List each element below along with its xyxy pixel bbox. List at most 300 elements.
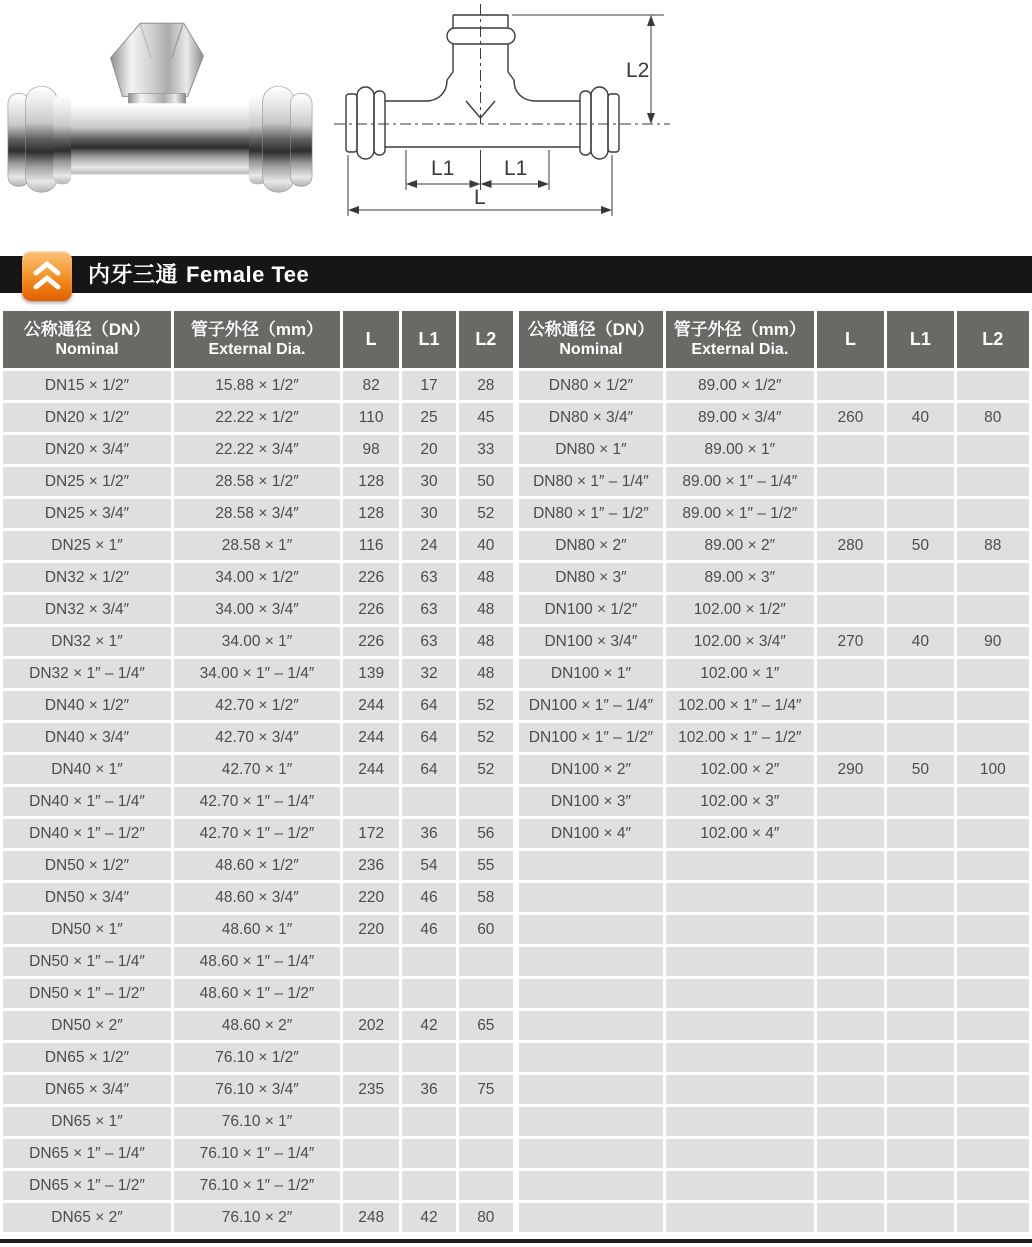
table-row [519, 691, 1029, 720]
nominal-cell: DN80 × 1/2″ [519, 371, 663, 400]
table-row [519, 1139, 1029, 1168]
table-row [3, 403, 513, 432]
l-cell [343, 979, 399, 1008]
l-cell: 226 [343, 563, 399, 592]
external-dia-cell [666, 1107, 814, 1136]
nominal-cell: DN40 × 1″ – 1/2″ [3, 819, 171, 848]
external-dia-cell: 89.00 × 3/4″ [666, 403, 814, 432]
external-dia-cell: 42.70 × 1″ – 1/2″ [174, 819, 340, 848]
external-dia-cell: 76.10 × 1″ [174, 1107, 340, 1136]
l2-cell [957, 1171, 1029, 1200]
nominal-cell: DN25 × 3/4″ [3, 499, 171, 528]
nominal-cell: DN80 × 1″ – 1/4″ [519, 467, 663, 496]
l2-cell [957, 371, 1029, 400]
table-row [519, 787, 1029, 816]
dimension-diagram [326, 0, 678, 232]
table-row [3, 1171, 513, 1200]
l2-cell [957, 723, 1029, 752]
l2-cell [957, 691, 1029, 720]
l1-cell [887, 1107, 953, 1136]
nominal-cell: DN20 × 3/4″ [3, 435, 171, 464]
l1-column-header: L1 [887, 311, 953, 368]
table-row [3, 915, 513, 944]
l1-cell: 42 [402, 1011, 455, 1040]
l-cell [817, 1107, 884, 1136]
nominal-cell: DN40 × 1″ – 1/4″ [3, 787, 171, 816]
l-cell: 226 [343, 627, 399, 656]
l-cell: 139 [343, 659, 399, 688]
external-dia-cell [666, 1139, 814, 1168]
table-row [3, 979, 513, 1008]
l1-cell [402, 1139, 455, 1168]
l1-cell: 63 [402, 627, 455, 656]
l-cell [817, 1203, 884, 1232]
l-cell: 270 [817, 627, 884, 656]
l2-cell [957, 467, 1029, 496]
l1-cell: 20 [402, 435, 455, 464]
external-dia-cell: 102.00 × 3/4″ [666, 627, 814, 656]
external-dia-cell: 42.70 × 3/4″ [174, 723, 340, 752]
external-dia-cell: 48.60 × 3/4″ [174, 883, 340, 912]
l1-cell: 46 [402, 915, 455, 944]
nominal-cell: DN50 × 2″ [3, 1011, 171, 1040]
nominal-cell [519, 1139, 663, 1168]
table-row [3, 723, 513, 752]
table-row [519, 723, 1029, 752]
l-cell: 226 [343, 595, 399, 624]
nominal-cell: DN32 × 3/4″ [3, 595, 171, 624]
nominal-cell: DN100 × 1/2″ [519, 595, 663, 624]
nominal-cell: DN32 × 1″ – 1/4″ [3, 659, 171, 688]
l1-cell: 63 [402, 563, 455, 592]
nominal-cell [519, 1011, 663, 1040]
table-row [3, 435, 513, 464]
table-row [3, 1043, 513, 1072]
l1-cell: 30 [402, 467, 455, 496]
external-dia-cell: 102.00 × 1″ – 1/2″ [666, 723, 814, 752]
nominal-cell: DN40 × 1/2″ [3, 691, 171, 720]
external-dia-cell: 102.00 × 3″ [666, 787, 814, 816]
table-row [3, 691, 513, 720]
l2-cell: 100 [957, 755, 1029, 784]
page-bottom-rule [0, 1239, 1032, 1243]
external-dia-cell: 102.00 × 1/2″ [666, 595, 814, 624]
table-row [519, 979, 1029, 1008]
l-cell [817, 787, 884, 816]
external-dia-cell [666, 1171, 814, 1200]
l2-cell [957, 819, 1029, 848]
nominal-cell: DN25 × 1/2″ [3, 467, 171, 496]
table-row [3, 1011, 513, 1040]
l-cell [817, 467, 884, 496]
l2-cell: 48 [459, 659, 513, 688]
l1-cell [887, 787, 953, 816]
nominal-cell: DN50 × 1″ – 1/2″ [3, 979, 171, 1008]
nominal-cell: DN80 × 3/4″ [519, 403, 663, 432]
l2-cell [957, 1011, 1029, 1040]
page-title-chinese: 内牙三通 [88, 262, 179, 287]
nominal-cell: DN80 × 2″ [519, 531, 663, 560]
l1-cell: 25 [402, 403, 455, 432]
external-dia-cell: 48.60 × 1″ – 1/2″ [174, 979, 340, 1008]
l-column-header: L [343, 311, 399, 368]
external-dia-cell: 34.00 × 1″ – 1/4″ [174, 659, 340, 688]
l-cell [817, 691, 884, 720]
l-cell: 235 [343, 1075, 399, 1104]
table-row [3, 787, 513, 816]
l-cell [817, 979, 884, 1008]
l1-cell [887, 1139, 953, 1168]
nominal-cell [519, 1107, 663, 1136]
nominal-cell: DN100 × 2″ [519, 755, 663, 784]
l-cell: 110 [343, 403, 399, 432]
l-cell: 244 [343, 755, 399, 784]
table-row [3, 1139, 513, 1168]
dimension-table-left [0, 308, 516, 1235]
table-row [519, 371, 1029, 400]
nominal-cell [519, 851, 663, 880]
external-dia-cell: 34.00 × 1″ [174, 627, 340, 656]
table-row [519, 435, 1029, 464]
l2-cell: 80 [459, 1203, 513, 1232]
l-cell: 82 [343, 371, 399, 400]
l-cell [817, 883, 884, 912]
table-row [519, 819, 1029, 848]
external-dia-cell [666, 915, 814, 944]
external-dia-cell [666, 1075, 814, 1104]
l2-cell [957, 435, 1029, 464]
dim-label-l2: L2 [626, 59, 650, 82]
l1-cell [402, 1043, 455, 1072]
nominal-cell: DN65 × 2″ [3, 1203, 171, 1232]
table-row [519, 499, 1029, 528]
l1-cell: 64 [402, 723, 455, 752]
external-dia-cell: 22.22 × 3/4″ [174, 435, 340, 464]
external-dia-cell: 102.00 × 1″ – 1/4″ [666, 691, 814, 720]
nominal-cell [519, 947, 663, 976]
nominal-cell [519, 1171, 663, 1200]
l1-cell: 63 [402, 595, 455, 624]
chevron-double-up-icon [22, 251, 72, 301]
l1-cell [402, 787, 455, 816]
dim-label-l1-right: L1 [504, 157, 528, 180]
l-cell [817, 1171, 884, 1200]
table-row [3, 659, 513, 688]
l2-cell: 56 [459, 819, 513, 848]
nominal-cell: DN100 × 1″ – 1/4″ [519, 691, 663, 720]
dim-label-l: L [474, 186, 486, 209]
table-row [519, 563, 1029, 592]
l2-cell: 50 [459, 467, 513, 496]
external-dia-cell: 34.00 × 1/2″ [174, 563, 340, 592]
l1-cell: 17 [402, 371, 455, 400]
table-row [519, 659, 1029, 688]
nominal-cell: DN65 × 1″ [3, 1107, 171, 1136]
l1-cell [402, 1171, 455, 1200]
external-dia-cell: 15.88 × 1/2″ [174, 371, 340, 400]
nominal-column-header: 公称通径（DN） Nominal [519, 311, 663, 368]
l-cell [817, 915, 884, 944]
tube-body [59, 103, 260, 174]
nominal-cell: DN100 × 1″ – 1/2″ [519, 723, 663, 752]
nominal-cell [519, 1043, 663, 1072]
l1-cell [887, 723, 953, 752]
l2-cell [957, 1139, 1029, 1168]
external-dia-cell: 42.70 × 1″ – 1/4″ [174, 787, 340, 816]
external-dia-cell [666, 851, 814, 880]
dim-label-l1-left: L1 [431, 157, 455, 180]
section-title-bar [0, 256, 1032, 293]
external-dia-cell: 48.60 × 1″ – 1/4″ [174, 947, 340, 976]
l1-cell: 50 [887, 755, 953, 784]
nominal-cell: DN50 × 1″ – 1/4″ [3, 947, 171, 976]
l2-cell [459, 1043, 513, 1072]
nominal-cell: DN25 × 1″ [3, 531, 171, 560]
l1-cell [887, 883, 953, 912]
table-row [519, 755, 1029, 784]
l-cell: 220 [343, 883, 399, 912]
table-row [3, 883, 513, 912]
table-row [3, 1107, 513, 1136]
external-dia-cell: 89.00 × 1″ [666, 435, 814, 464]
nominal-cell: DN15 × 1/2″ [3, 371, 171, 400]
table-row [519, 1043, 1029, 1072]
l-cell: 128 [343, 499, 399, 528]
l1-cell [887, 979, 953, 1008]
l2-cell: 65 [459, 1011, 513, 1040]
l2-column-header: L2 [459, 311, 513, 368]
l1-cell [887, 563, 953, 592]
l2-cell [957, 947, 1029, 976]
l2-cell: 52 [459, 755, 513, 784]
l1-cell [402, 1107, 455, 1136]
l2-cell: 33 [459, 435, 513, 464]
l2-cell [459, 1107, 513, 1136]
l1-cell [887, 1043, 953, 1072]
dimension-tables [0, 308, 1032, 1235]
nominal-cell [519, 883, 663, 912]
table-row [519, 1011, 1029, 1040]
l-cell [817, 1043, 884, 1072]
external-dia-cell: 48.60 × 1″ [174, 915, 340, 944]
nominal-cell: DN65 × 1″ – 1/2″ [3, 1171, 171, 1200]
external-dia-cell: 28.58 × 1″ [174, 531, 340, 560]
l1-cell [887, 595, 953, 624]
external-dia-column-header: 管子外径（mm） External Dia. [174, 311, 340, 368]
external-dia-cell: 102.00 × 2″ [666, 755, 814, 784]
l2-cell: 60 [459, 915, 513, 944]
external-dia-cell: 76.10 × 1/2″ [174, 1043, 340, 1072]
l1-cell [887, 915, 953, 944]
nominal-cell: DN100 × 4″ [519, 819, 663, 848]
external-dia-cell: 42.70 × 1/2″ [174, 691, 340, 720]
l1-cell [887, 947, 953, 976]
table-row [3, 947, 513, 976]
l-cell [817, 1011, 884, 1040]
l1-cell: 40 [887, 627, 953, 656]
table-row [519, 851, 1029, 880]
l2-cell [957, 1203, 1029, 1232]
external-dia-cell: 76.10 × 2″ [174, 1203, 340, 1232]
l2-cell [957, 1107, 1029, 1136]
l2-cell [957, 563, 1029, 592]
nominal-cell: DN65 × 1″ – 1/4″ [3, 1139, 171, 1168]
external-dia-cell [666, 1203, 814, 1232]
table-row [519, 915, 1029, 944]
l-cell: 244 [343, 691, 399, 720]
table-row [3, 499, 513, 528]
l1-column-header: L1 [402, 311, 455, 368]
l2-cell [957, 659, 1029, 688]
l2-cell [957, 1043, 1029, 1072]
l1-cell: 64 [402, 755, 455, 784]
l-cell [817, 563, 884, 592]
external-dia-cell: 22.22 × 1/2″ [174, 403, 340, 432]
table-row [3, 467, 513, 496]
external-dia-cell: 76.10 × 3/4″ [174, 1075, 340, 1104]
l2-cell: 58 [459, 883, 513, 912]
nominal-cell: DN32 × 1/2″ [3, 563, 171, 592]
table-row [3, 819, 513, 848]
l2-cell [957, 915, 1029, 944]
table-row [3, 595, 513, 624]
l-cell [343, 1043, 399, 1072]
l2-cell [957, 851, 1029, 880]
l-cell [343, 947, 399, 976]
table-row [519, 947, 1029, 976]
table-row [3, 627, 513, 656]
nominal-cell: DN65 × 3/4″ [3, 1075, 171, 1104]
l2-cell [459, 1139, 513, 1168]
table-row [519, 1107, 1029, 1136]
nominal-cell: DN50 × 1/2″ [3, 851, 171, 880]
l1-cell: 24 [402, 531, 455, 560]
l-cell: 236 [343, 851, 399, 880]
l-cell [817, 1075, 884, 1104]
external-dia-cell: 102.00 × 4″ [666, 819, 814, 848]
l-cell: 172 [343, 819, 399, 848]
l1-cell [887, 1203, 953, 1232]
external-dia-cell [666, 883, 814, 912]
l1-cell [887, 691, 953, 720]
l2-cell: 28 [459, 371, 513, 400]
table-row [3, 755, 513, 784]
table-row [519, 883, 1029, 912]
external-dia-cell [666, 1043, 814, 1072]
l-cell: 202 [343, 1011, 399, 1040]
l2-cell [957, 979, 1029, 1008]
external-dia-column-header: 管子外径（mm） External Dia. [666, 311, 814, 368]
table-row [519, 531, 1029, 560]
l2-cell: 88 [957, 531, 1029, 560]
l-cell: 280 [817, 531, 884, 560]
l1-cell: 40 [887, 403, 953, 432]
l2-cell: 75 [459, 1075, 513, 1104]
external-dia-cell: 89.00 × 3″ [666, 563, 814, 592]
l-cell: 248 [343, 1203, 399, 1232]
l1-cell [402, 947, 455, 976]
nominal-cell: DN40 × 1″ [3, 755, 171, 784]
dimension-table-right [516, 308, 1032, 1235]
l1-cell: 36 [402, 1075, 455, 1104]
nominal-cell: DN80 × 3″ [519, 563, 663, 592]
l2-cell: 48 [459, 627, 513, 656]
l-cell [817, 851, 884, 880]
table-row [3, 531, 513, 560]
l1-cell: 64 [402, 691, 455, 720]
l1-cell: 36 [402, 819, 455, 848]
l2-cell [957, 499, 1029, 528]
l2-cell: 55 [459, 851, 513, 880]
external-dia-cell: 48.60 × 2″ [174, 1011, 340, 1040]
l2-cell [459, 1171, 513, 1200]
l2-cell: 80 [957, 403, 1029, 432]
l2-cell: 40 [459, 531, 513, 560]
l2-cell: 48 [459, 563, 513, 592]
l-cell [343, 787, 399, 816]
external-dia-cell [666, 1011, 814, 1040]
l-column-header: L [817, 311, 884, 368]
nominal-cell: DN80 × 1″ [519, 435, 663, 464]
nominal-column-header: 公称通径（DN） Nominal [3, 311, 171, 368]
l2-cell: 52 [459, 499, 513, 528]
l1-cell [887, 851, 953, 880]
l1-cell: 32 [402, 659, 455, 688]
l-cell [817, 499, 884, 528]
l1-cell: 46 [402, 883, 455, 912]
product-photo [2, 6, 318, 244]
l-cell: 220 [343, 915, 399, 944]
l1-cell: 30 [402, 499, 455, 528]
external-dia-cell: 28.58 × 1/2″ [174, 467, 340, 496]
nominal-cell [519, 915, 663, 944]
nominal-cell: DN40 × 3/4″ [3, 723, 171, 752]
l1-cell [887, 1075, 953, 1104]
l1-cell [887, 659, 953, 688]
nominal-cell: DN65 × 1/2″ [3, 1043, 171, 1072]
external-dia-cell: 28.58 × 3/4″ [174, 499, 340, 528]
table-row [519, 1203, 1029, 1232]
external-dia-cell: 76.10 × 1″ – 1/4″ [174, 1139, 340, 1168]
table-row [519, 467, 1029, 496]
nominal-cell: DN32 × 1″ [3, 627, 171, 656]
external-dia-cell: 34.00 × 3/4″ [174, 595, 340, 624]
l-cell: 116 [343, 531, 399, 560]
table-row [519, 1075, 1029, 1104]
table-row [519, 1171, 1029, 1200]
l1-cell [887, 1171, 953, 1200]
external-dia-cell: 48.60 × 1/2″ [174, 851, 340, 880]
l-cell [817, 723, 884, 752]
external-dia-cell: 89.00 × 1/2″ [666, 371, 814, 400]
nominal-cell [519, 1203, 663, 1232]
l-cell [817, 947, 884, 976]
external-dia-cell: 102.00 × 1″ [666, 659, 814, 688]
nominal-cell: DN80 × 1″ – 1/2″ [519, 499, 663, 528]
external-dia-cell: 89.00 × 1″ – 1/2″ [666, 499, 814, 528]
table-row [519, 627, 1029, 656]
nominal-cell: DN50 × 1″ [3, 915, 171, 944]
l2-cell: 45 [459, 403, 513, 432]
l-cell: 128 [343, 467, 399, 496]
l-cell [343, 1139, 399, 1168]
l2-cell [459, 787, 513, 816]
external-dia-cell [666, 979, 814, 1008]
table-row [3, 851, 513, 880]
l1-cell [887, 435, 953, 464]
nominal-cell [519, 1075, 663, 1104]
l1-cell: 42 [402, 1203, 455, 1232]
